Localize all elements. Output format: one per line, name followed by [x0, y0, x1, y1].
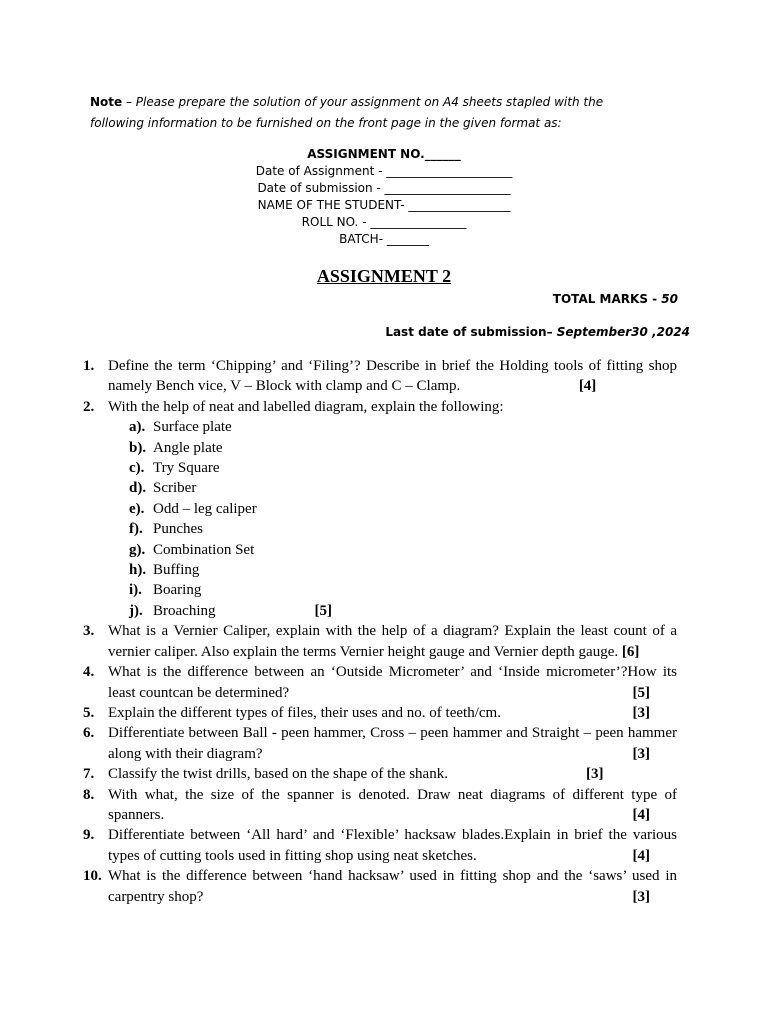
list-item — [129, 519, 677, 539]
batch-line: BATCH- _______ — [339, 232, 429, 246]
item-text: Surface plate — [153, 419, 232, 436]
list-item — [129, 417, 677, 437]
item-text: Punches — [153, 521, 203, 538]
question-4 — [83, 662, 677, 703]
last-date-of-submission — [385, 325, 690, 339]
question-marks: [5] — [632, 684, 650, 701]
note-label: Note — [90, 95, 123, 109]
question-text: Define the term ‘Chipping’ and ‘Filing’? Describe in brief the Holding tools of fitting shop namely Bench vice, V – Block with clamp and C – Clamp. — [108, 358, 677, 395]
question-number: 10. — [83, 868, 102, 885]
date-of-submission-line: Date of submission - _____________________ — [257, 181, 511, 195]
question-10 — [83, 866, 677, 907]
question-marks: [3] — [632, 704, 650, 721]
question-marks: [3] — [585, 766, 604, 783]
list-item — [129, 478, 677, 498]
item-text: Buffing — [153, 562, 200, 579]
last-date-value: September30 ,2024 — [556, 325, 690, 339]
question-marks: [4] — [632, 806, 650, 823]
question-marks: [4] — [632, 847, 650, 864]
item-text: Try Square — [153, 460, 220, 477]
list-item — [129, 458, 677, 478]
list-item — [129, 438, 677, 458]
question-number: 4. — [83, 664, 95, 681]
question-9 — [83, 825, 677, 866]
page-title: ASSIGNMENT 2 — [316, 266, 452, 286]
sub-item-list — [108, 417, 677, 621]
question-2 — [83, 397, 677, 621]
item-letter: j). — [129, 602, 143, 619]
question-text: Explain the different types of files, their uses and no. of teeth/cm. — [108, 704, 501, 721]
list-item — [129, 540, 677, 560]
total-marks — [553, 292, 678, 306]
question-number: 8. — [83, 786, 95, 803]
item-letter: g). — [129, 541, 146, 558]
question-marks: [6] — [621, 643, 640, 660]
item-letter: f). — [129, 521, 143, 538]
question-6 — [83, 723, 677, 764]
question-number: 7. — [83, 766, 95, 783]
question-text: What is a Vernier Caliper, explain with the help of a diagram? Explain the least count of a vernier caliper. Also explain the terms Vernier height gauge and Vernier depth gauge. — [108, 623, 677, 660]
question-text: What is the difference between ‘hand hacksaw’ used in fitting shop and the ‘saws’ used in carpentry shop? — [108, 868, 677, 905]
question-number: 1. — [83, 358, 95, 374]
item-text: Scriber — [153, 480, 197, 497]
question-list — [83, 356, 677, 907]
item-letter: h). — [129, 562, 147, 579]
question-text: Differentiate between ‘All hard’ and ‘Flexible’ hacksaw blades.Explain in brief the various types of cutting tools used in fitting shop using neat sketches. — [108, 827, 677, 864]
item-text: Broaching — [153, 602, 216, 619]
question-number: 3. — [83, 623, 95, 640]
item-letter: a). — [129, 419, 146, 436]
last-date-label: Last date of submission– — [385, 325, 557, 339]
question-8 — [83, 785, 677, 826]
instruction-note — [90, 92, 650, 134]
item-letter: c). — [129, 460, 145, 477]
item-letter: b). — [129, 439, 147, 456]
question-text: What is the difference between an ‘Outside Micrometer’ and ‘Inside micrometer’?How its least countcan be determined? — [108, 664, 677, 701]
total-marks-value: 50 — [661, 292, 678, 306]
date-of-assignment-line: Date of Assignment - _____________________ — [255, 164, 513, 178]
question-marks: [3] — [632, 888, 650, 905]
question-1 — [83, 356, 677, 397]
total-marks-label: TOTAL MARKS - — [552, 292, 662, 306]
question-number: 2. — [83, 398, 95, 415]
question-text: Classify the twist drills, based on the shape of the shank. — [108, 766, 448, 783]
list-item — [129, 580, 677, 600]
item-letter: d). — [129, 480, 147, 497]
question-7 — [83, 764, 677, 784]
item-letter: e). — [129, 500, 145, 517]
question-text: With what, the size of the spanner is denoted. Draw neat diagrams of different type of spanners. — [108, 786, 677, 823]
question-marks: [5] — [314, 602, 332, 619]
item-text: Combination Set — [153, 541, 255, 558]
note-text: – Please prepare the solution of your assignment on A4 sheets stapled with the following information to be furnished on the front page in the given format as: — [90, 95, 604, 130]
roll-no-line: ROLL NO. - ________________ — [301, 215, 467, 229]
question-number: 9. — [83, 827, 95, 844]
list-item — [129, 499, 677, 519]
question-text: Differentiate between Ball - peen hammer, Cross – peen hammer and Straight – peen hammer along with their diagram? — [108, 725, 677, 762]
item-text: Odd – leg caliper — [153, 500, 257, 517]
question-number: 5. — [83, 704, 95, 721]
student-name-line: NAME OF THE STUDENT- _________________ — [257, 198, 511, 212]
item-text: Angle plate — [153, 439, 223, 456]
question-text: With the help of neat and labelled diagram, explain the following: — [108, 398, 504, 415]
question-5 — [83, 703, 677, 723]
item-text: Boaring — [153, 582, 202, 599]
front-page-format — [0, 146, 768, 248]
list-item — [129, 601, 677, 621]
item-letter: i). — [129, 582, 142, 599]
question-marks: [4] — [578, 378, 597, 395]
list-item — [129, 560, 677, 580]
question-number: 6. — [83, 725, 95, 742]
assignment-no-line: ASSIGNMENT NO.______ — [307, 147, 461, 161]
question-marks: [3] — [632, 745, 650, 762]
question-3 — [83, 621, 677, 662]
